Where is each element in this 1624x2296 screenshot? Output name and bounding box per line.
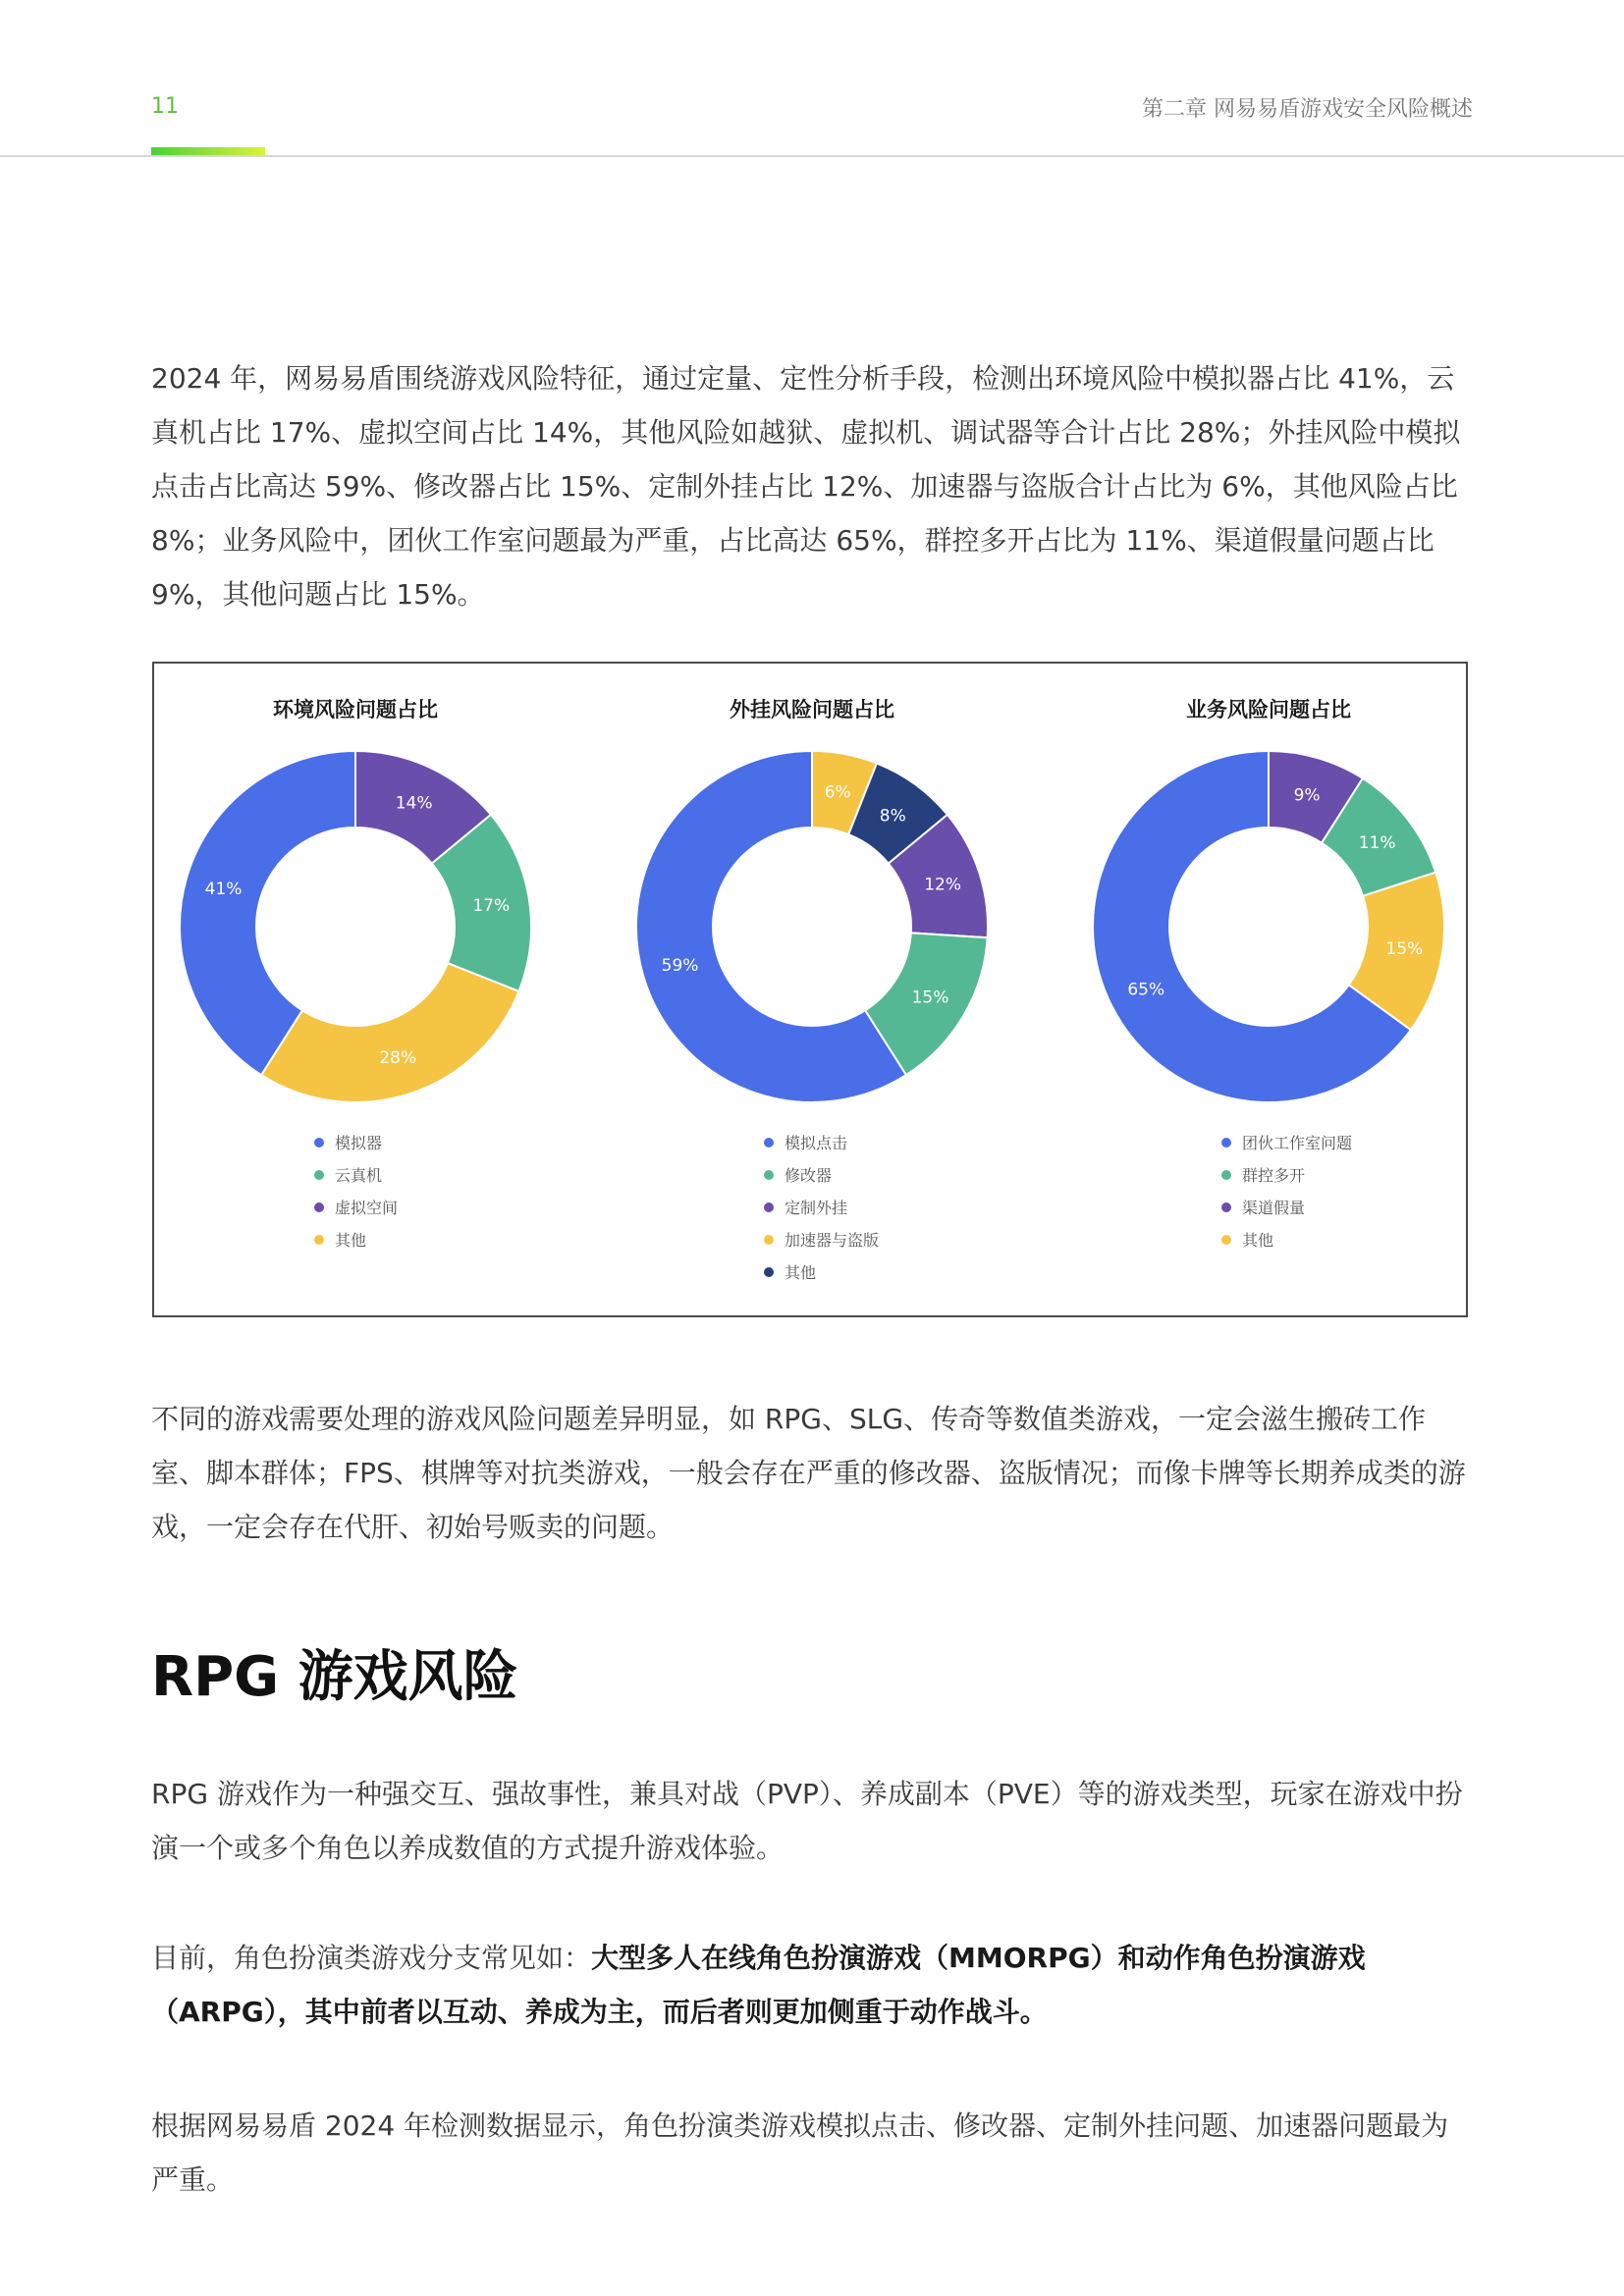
slice-label: 9% [1293, 785, 1321, 806]
slice-label: 65% [1127, 980, 1165, 1000]
header-divider [0, 155, 1624, 157]
header-accent-bar [151, 147, 265, 155]
rpg-intro-paragraph: RPG 游戏作为一种强交互、强故事性，兼具对战（PVP）、养成副本（PVE）等的游戏类型，玩家在游戏中扮演一个或多个角色以养成数值的方式提升游戏体验。 [151, 1778, 1463, 1864]
rpg-branches-bold: 大型多人在线角色扮演游戏（MMORPG）和动作角色扮演游戏（ARPG），其中前者以互动、养成为主，而后者则更加侧重于动作战斗。 [151, 1942, 1366, 2028]
legend-label: 云真机 [335, 1166, 383, 1185]
legend-label: 定制外挂 [785, 1199, 848, 1217]
donut-chart-3 [1093, 698, 1444, 1250]
legend-label: 加速器与盗版 [785, 1231, 880, 1250]
legend-label: 其他 [1242, 1231, 1274, 1250]
legend-dot [764, 1202, 774, 1212]
slice-label: 41% [204, 879, 243, 899]
slice-label: 14% [395, 793, 433, 814]
legend-dot [764, 1138, 774, 1148]
legend-dot [314, 1235, 324, 1245]
page-number: 11 [151, 94, 179, 119]
slice-label: 17% [472, 896, 511, 917]
legend-label: 其他 [785, 1263, 817, 1282]
legend-dot [764, 1235, 774, 1245]
legend-label: 其他 [335, 1231, 367, 1250]
chart-title: 外挂风险问题占比 [730, 698, 894, 721]
slice-label: 8% [879, 806, 906, 827]
legend-dot [314, 1202, 324, 1212]
legend-label: 虚拟空间 [335, 1199, 399, 1217]
legend-label: 修改器 [785, 1166, 833, 1185]
legend-dot [1221, 1202, 1231, 1212]
legend-label: 渠道假量 [1242, 1199, 1306, 1217]
legend-label: 群控多开 [1242, 1166, 1306, 1185]
slice-label: 15% [1385, 938, 1424, 959]
legend-label: 模拟点击 [785, 1134, 848, 1152]
slice-label: 15% [911, 988, 949, 1008]
slice-label: 12% [924, 875, 962, 895]
donut-charts-svg [154, 664, 1466, 1315]
slice-label: 6% [824, 782, 851, 803]
chart-title: 环境风险问题占比 [273, 698, 438, 721]
legend-label: 团伙工作室问题 [1242, 1134, 1353, 1152]
intro-paragraph: 2024 年，网易易盾围绕游戏风险特征，通过定量、定性分析手段，检测出环境风险中模拟器占比 41%，云真机占比 17%、虚拟空间占比 14%，其他风险如越狱、虚拟机、调试器等合计占比 28%；外挂风险中模拟点击占比高达 59%、修改器占比 15%、定制外挂占比 12%、加速器与盗版合计占比为 6%，其他风险占比 8%；业务风险中，团伙工作室问题最为严重，占比高达 65%，群控多开占比为 11%、渠道假量问题占比 9%，其他问题占比 15%。 [151, 362, 1461, 611]
legend-dot [314, 1170, 324, 1180]
slice-label: 11% [1358, 833, 1396, 854]
chart-title: 业务风险问题占比 [1186, 698, 1351, 721]
game-type-risk-paragraph: 不同的游戏需要处理的游戏风险问题差异明显，如 RPG、SLG、传奇等数值类游戏，一定会滋生搬砖工作室、脚本群体；FPS、棋牌等对抗类游戏，一般会存在严重的修改器、盗版情况；而像卡牌等长期养成类的游戏，一定会存在代肝、初始号贩卖的问题。 [151, 1403, 1466, 1543]
donut-slice-其他 [261, 963, 518, 1102]
legend-dot [1221, 1138, 1231, 1148]
rpg-branches-prefix: 目前，角色扮演类游戏分支常见如： [151, 1942, 592, 1974]
donut-chart-1 [180, 698, 531, 1250]
donut-chart-2 [636, 698, 988, 1282]
legend-dot [1221, 1170, 1231, 1180]
chapter-title: 第二章 网易易盾游戏安全风险概述 [1142, 97, 1473, 122]
section-heading-rpg: RPG 游戏风险 [151, 1645, 518, 1709]
donut-charts-panel [152, 662, 1468, 1317]
legend-label: 模拟器 [335, 1134, 383, 1152]
legend-dot [764, 1170, 774, 1180]
slice-label: 28% [379, 1048, 417, 1069]
rpg-branches-paragraph [151, 1931, 1473, 2039]
legend-dot [764, 1267, 774, 1277]
legend-dot [314, 1138, 324, 1148]
rpg-data-paragraph: 根据网易易盾 2024 年检测数据显示，角色扮演类游戏模拟点击、修改器、定制外挂问题、加速器问题最为严重。 [151, 2109, 1449, 2196]
legend-dot [1221, 1235, 1231, 1245]
slice-label: 59% [661, 956, 699, 977]
